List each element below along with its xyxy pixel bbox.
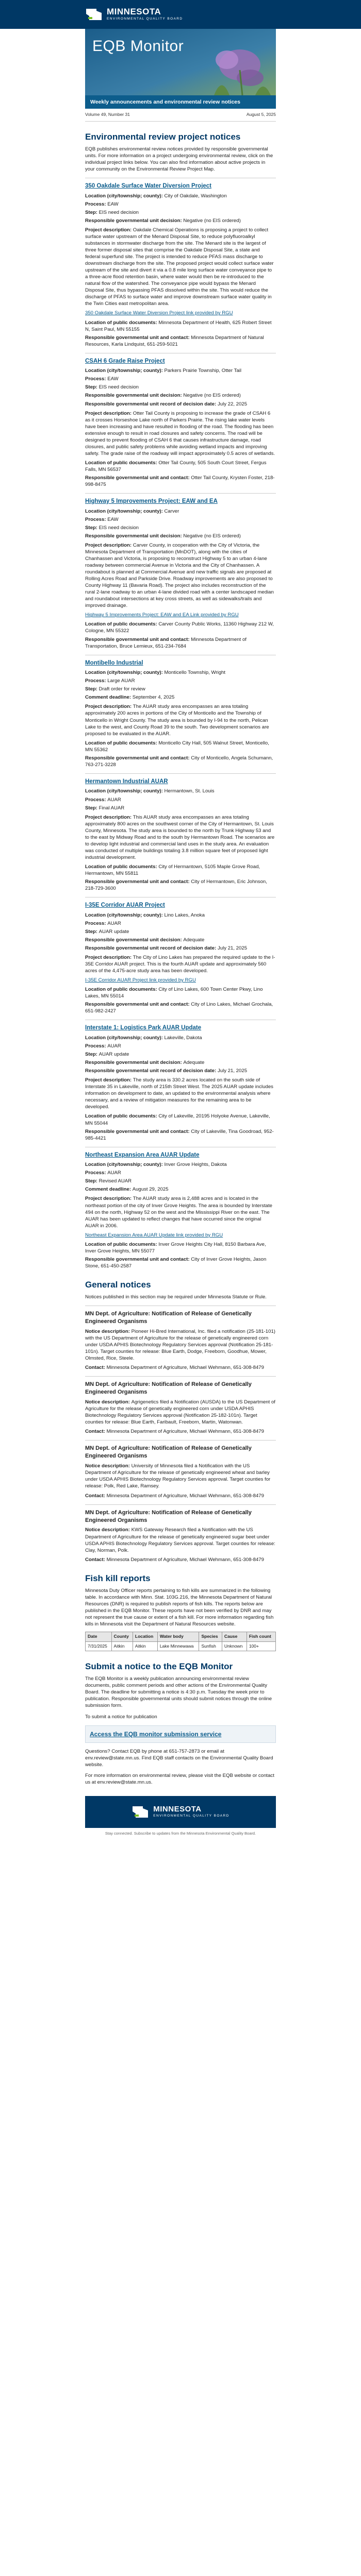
project-rgu-decision-value: Negative (no EIS ordered) — [183, 217, 241, 224]
project-contact-label: Responsible governmental unit and contact: — [85, 1002, 191, 1008]
hero-banner — [85, 29, 276, 95]
project-title-link[interactable]: Northeast Expansion Area AUAR Update — [85, 1151, 200, 1158]
project-process-value: AUAR — [107, 920, 121, 926]
submit-heading: Submit a notice to the EQB Monitor — [85, 1662, 233, 1672]
project-location-value: Inver Grove Heights, Dakota — [164, 1162, 227, 1168]
mn-logo[interactable] — [85, 7, 183, 22]
project-public-docs-value: City of Lakeville, 20195 Holyoke Avenue, Lakeville, MN 55044 — [85, 1113, 270, 1126]
project-contact — [85, 636, 276, 650]
general-notice-description-label: Notice description: — [85, 1399, 132, 1405]
project-process-label: Process: — [85, 1170, 108, 1176]
project-public-docs — [85, 319, 276, 333]
project-public-docs-label: Location of public documents: — [85, 1113, 159, 1120]
general-notice-description-label: Notice description: — [85, 1527, 132, 1533]
project-step — [85, 524, 276, 531]
project-process-value: AUAR — [107, 1043, 121, 1049]
fish-column-header: Species — [199, 1632, 222, 1642]
fish-column-header: Location — [133, 1632, 157, 1642]
project-public-docs-value: Minnesota Department of Health, 625 Robert Street N, Saint Paul, MN 55155 — [85, 319, 272, 332]
project-contact-label: Responsible governmental unit and contact: — [85, 1256, 191, 1262]
project-description-value: Carver County, in cooperation with the City of Victoria, the Minnesota Department of Transportation (MnDOT), along with the cities of Chanhassen and Victoria, is proposing to reconstruct Highway 5 to an urban 4-lane roadway between commercial Avenue in Victoria and the City of Chanhassen. A roundabout is planned at Commercial Avenue and new traffic signals are proposed at Rolling Acres Road and Parkside Drive. Roadway improvements are also proposed to County Highway 11 (Bavaria Road). The project also includes reconstruction of the rural 2-lane roadway to an urban 4-lane divided road with a center landscaped median and roundabout intersections at key cross streets, as well as sidewalks/trails and improved drainage. — [85, 542, 274, 609]
project-public-docs — [85, 986, 276, 999]
project-step-label: Step: — [85, 1052, 99, 1058]
project-deadline-label: Responsible governmental unit record of decision date: — [85, 945, 218, 951]
project-description-value: Otter Tail County is proposing to increase the grade of CSAH 6 as it crosses Horseshoe Lake north of Parkers Prairie. The rising lake water levels have been increasing and have resulted in flooding of the road. The flooding has been extensive enough to result in road closures and safety concerns. The road will be designed to prevent flooding of CSAH 6 that causes infrastructure damage, road closures, and public safety problems while avoiding wetland impacts and improving safety. The grade raise of the roadway will impact approximately 0.5 acres of wetlands. — [85, 410, 275, 456]
project-step — [85, 1178, 276, 1184]
project-step-value: EIS need decision — [99, 524, 139, 531]
project-public-docs-label: Location of public documents: — [85, 863, 159, 870]
project-description — [85, 814, 276, 861]
project-process-value: EAW — [107, 201, 119, 207]
project-rgu-link[interactable]: Highway 5 Improvements Project: EAW and EA Link provided by RGU — [85, 612, 239, 618]
project-deadline-value: September 4, 2025 — [132, 694, 175, 701]
project-location-value: Parkers Prairie Township, Otter Tail — [164, 368, 241, 374]
project-location — [85, 788, 276, 794]
fish-column-header: Cause — [222, 1632, 247, 1642]
project-rgu-decision-label: Responsible governmental unit decision: — [85, 533, 184, 539]
general-notice-description-value: Agrigenetics filed a Notification (AUSDA) to the US Department of Agriculture for the release of genetically engineered corn under USDA APHIS Biotechnology Regulatory Services approval (Notification 25-182-101n). Target counties for release: Blue Earth, Faribault, Freeborn, Martin, Watonwan. — [85, 1399, 275, 1426]
issue-info — [85, 109, 276, 122]
project-location-label: Location (city/township; county): — [85, 1162, 165, 1168]
general-notice-contact — [85, 1493, 276, 1499]
fish-column-header: Water body — [157, 1632, 199, 1642]
project-description-value: This AUAR study area encompasses an area totaling approximately 800 acres on the southwest corner of the City of Hermantown, St. Louis County, Minnesota. The study area is bounded to the north by Trunk Highway 53 and to the east by Midway Road and to the south by Hermantown Road. The scenarios are to develop light industrial and commercial land uses in the study area. An evaluation was conducted of multiple buildings totaling 3.8 million square feet of proposed light industrial development. — [85, 814, 275, 860]
fish-table-body — [86, 1641, 276, 1651]
general-notices-heading: General notices — [85, 1279, 151, 1290]
minnesota-state-icon — [85, 8, 103, 21]
project-contact — [85, 1256, 276, 1269]
project-public-docs-label: Location of public documents: — [85, 740, 159, 746]
volume-number: Volume 49, Number 31 — [85, 112, 130, 117]
project-location-label: Location (city/township; county): — [85, 1035, 165, 1041]
project-process-value: EAW — [107, 516, 119, 522]
project-description — [85, 542, 276, 609]
project-public-docs-value: Inver Grove Heights City Hall, 8150 Barbara Ave, Inver Grove Heights, MN 55077 — [85, 1241, 266, 1254]
project-rgu-decision — [85, 392, 276, 399]
project-description-label: Project description: — [85, 410, 133, 416]
general-notice-contact-label: Contact: — [85, 1493, 107, 1499]
project-contact-value: City of Monticello, Angela Schumann, 763-271-3228 — [85, 755, 273, 768]
project-public-docs-value: Otter Tail County, 505 South Court Street, Fergus Falls, MN 56537 — [85, 460, 267, 472]
general-notice-contact — [85, 1364, 276, 1371]
project-rgu-decision-label: Responsible governmental unit decision: — [85, 1060, 184, 1066]
project-step-label: Step: — [85, 928, 99, 935]
project-step-label: Step: — [85, 209, 99, 215]
general-notice-list — [85, 1306, 276, 1563]
general-notice-contact-value: Minnesota Department of Agriculture, Michael Wehmann, 651-308-8479 — [106, 1493, 264, 1499]
general-notice-title: MN Dept. of Agriculture: Notification of Release of Genetically Engineered Organisms — [85, 1381, 252, 1396]
project-contact-label: Responsible governmental unit and contact: — [85, 879, 191, 885]
project-deadline-value: July 21, 2025 — [217, 945, 248, 951]
project-description-value: The study area is 330.2 acres located on the south side of Interstate 35 in Lakeville, north of 215th Street West. The 2025 AUAR update includes information on development to date, an updated to the environmental analysis where necessary, and a review of mitigation measures for the remaining area to be developed. — [85, 1077, 273, 1110]
project-deadline-value: July 22, 2025 — [217, 401, 248, 407]
project-step-value: Revised AUAR — [99, 1178, 132, 1184]
project-location-value: Hermantown, St. Louis — [164, 788, 215, 794]
project-description — [85, 1195, 276, 1229]
project-title-link[interactable]: Interstate 1: Logistics Park AUAR Update — [85, 1025, 202, 1031]
project-rgu-decision-label: Responsible governmental unit decision: — [85, 393, 184, 399]
project-list — [85, 178, 276, 1269]
project-deadline-value: August 29, 2025 — [132, 1187, 169, 1193]
project-contact-value: Minnesota Department of Transportation, Bruce Lemieux, 651-234-7684 — [85, 636, 247, 649]
table-cell: Aitkin — [133, 1641, 157, 1651]
project-rgu-decision — [85, 533, 276, 539]
project-step — [85, 1051, 276, 1058]
project-description — [85, 1077, 276, 1110]
project-notice — [85, 773, 276, 892]
project-public-docs — [85, 460, 276, 473]
project-process-value: AUAR — [107, 1170, 121, 1176]
project-location-value: City of Oakdale, Washington — [164, 193, 227, 199]
project-location-value: Lakeville, Dakota — [164, 1035, 202, 1041]
project-rgu-decision — [85, 937, 276, 943]
general-notice-description — [85, 1328, 276, 1362]
project-process-value: AUAR — [107, 796, 121, 803]
project-location-label: Location (city/township; county): — [85, 368, 165, 374]
project-deadline-label: Responsible governmental unit record of decision date: — [85, 401, 218, 407]
project-public-docs-value: Carver County Public Works, 11360 Highway 212 W, Cologne, MN 55322 — [85, 621, 274, 634]
env-review-intro: EQB publishes environmental review notices provided by responsible governmental units. For more information on a project undergoing environmental review, click on the individual project links below. You can also find information about active projects in your community on the Environmental Review Project Map. — [85, 146, 273, 173]
footer-banner — [85, 1796, 276, 1828]
project-deadline-label: Comment deadline: — [85, 694, 133, 701]
project-rgu-decision-value: Negative (no EIS ordered) — [183, 533, 241, 539]
project-process — [85, 1170, 276, 1176]
project-rgu-link[interactable]: Northeast Expansion Area AUAR Update link provided by RGU — [85, 1232, 223, 1238]
project-step-label: Step: — [85, 524, 99, 531]
project-process-label: Process: — [85, 516, 108, 522]
project-public-docs — [85, 1241, 276, 1255]
project-contact-value: Minnesota Department of Natural Resources, Karla Lindquist, 651-259-5021 — [85, 334, 264, 347]
general-notices-intro: Notices published in this section may be required under Minnesota Statute or Rule. — [85, 1294, 267, 1300]
project-description-value: The AUAR study area is 2,488 acres and is located in the northeast portion of the city of Inver Grove Heights. The area is bounded by Interstate 494 on the north, Highway 52 on the west and the Mississippi River on the east. The AUAR has been updated to reflect changes that have occurred since the original AUAR in 2006. — [85, 1196, 272, 1229]
project-contact — [85, 878, 276, 892]
general-notice-description — [85, 1399, 276, 1426]
project-location-label: Location (city/township; county): — [85, 670, 165, 676]
general-notice-contact — [85, 1428, 276, 1435]
project-description — [85, 954, 276, 974]
project-contact-label: Responsible governmental unit and contact: — [85, 636, 191, 642]
general-notice — [85, 1376, 276, 1435]
project-link-row — [85, 310, 276, 316]
fish-column-header: County — [111, 1632, 133, 1642]
project-process — [85, 920, 276, 927]
general-notice-description — [85, 1463, 276, 1489]
general-notice-description — [85, 1527, 276, 1553]
table-cell: Unknown — [222, 1641, 247, 1651]
project-public-docs-label: Location of public documents: — [85, 621, 159, 628]
env-review-heading: Environmental review project notices — [85, 131, 241, 142]
project-location — [85, 912, 276, 919]
submit-text: The EQB Monitor is a weekly publication announcing environmental review documents, public comment periods and other actions of the Environmental Quality Board. The deadline for submitting a notice is 4:30 p.m. Tuesday the week prior to publication. Responsible governmental units should submit notices through the online submission form. — [85, 1676, 272, 1709]
project-step-value: EIS need decision — [99, 209, 139, 215]
project-public-docs — [85, 863, 276, 877]
project-contact — [85, 474, 276, 488]
general-notice-contact-value: Minnesota Department of Agriculture, Michael Wehmann, 651-308-8479 — [106, 1429, 264, 1435]
project-rgu-decision-value: Adequate — [183, 1060, 205, 1066]
project-rgu-decision-value: Adequate — [183, 937, 205, 943]
project-contact-value: City of Lino Lakes, Michael Grochala, 651-982-2427 — [85, 1002, 273, 1014]
general-notice-contact-value: Minnesota Department of Agriculture, Michael Wehmann, 651-308-8479 — [106, 1365, 264, 1371]
footer-logo[interactable] — [132, 1805, 229, 1819]
project-step — [85, 209, 276, 216]
main-content — [85, 122, 276, 1786]
project-public-docs-label: Location of public documents: — [85, 319, 159, 326]
table-cell: 7/31/2025 — [86, 1641, 112, 1651]
project-rgu-decision-label: Responsible governmental unit decision: — [85, 937, 184, 943]
general-notice-contact-label: Contact: — [85, 1429, 107, 1435]
project-contact — [85, 755, 276, 768]
project-title-link[interactable]: I-35E Corridor AUAR Project — [85, 902, 165, 909]
project-deadline-value: July 21, 2025 — [217, 1068, 248, 1074]
submission-cta-box — [85, 1725, 276, 1743]
footer-org-name: MINNESOTA — [153, 1805, 202, 1814]
project-public-docs-label: Location of public documents: — [85, 460, 159, 466]
general-notice-title: MN Dept. of Agriculture: Notification of Release of Genetically Engineered Organisms — [85, 1311, 252, 1325]
project-step-label: Step: — [85, 805, 99, 811]
project-step-label: Step: — [85, 686, 99, 692]
project-deadline — [85, 694, 276, 701]
general-notice-contact-label: Contact: — [85, 1365, 107, 1371]
project-location-value: Carver — [164, 508, 179, 514]
project-step — [85, 805, 276, 811]
issue-date: August 5, 2025 — [246, 112, 276, 117]
project-description-value: Oakdale Chemical Operations is proposing a project to collect surface water upstream of the Menard Disposal Site, to reduce polyfluoroalkyl substances in stormwater discharge from the site. The Menard site is the largest of three former disposal sites that comprise the Oakdale Disposal Site, a state and federal superfund site. The project is intended to reduce PFAS mass discharge to downstream discharge from the site. The proposed project would collect surface water upstream of the site and divert it via a 0.8 mile long surface water conveyance pipe to a three-acre flood retention basin, where water would then be re-introduced to the natural flow of the watershed. The conveyance pipe would bypass the Menard Disposal Site, thus bypassing PFAS dissolved within the site. This would reduce the discharge of PFAS to surface water and improve downstream surface water quality in the Twin Cities east metropolitan area. — [85, 227, 274, 307]
project-rgu-decision — [85, 1059, 276, 1066]
project-rgu-decision — [85, 217, 276, 224]
project-contact-label: Responsible governmental unit and contact: — [85, 1128, 191, 1134]
submission-service-link[interactable]: Access the EQB monitor submission service — [90, 1730, 222, 1738]
project-contact-value: City of Lakeville, Tina Goodroad, 952-985-4421 — [85, 1128, 274, 1141]
project-link-row — [85, 612, 276, 618]
top-banner — [0, 0, 361, 29]
project-location-label: Location (city/township; county): — [85, 508, 165, 514]
tagline: Weekly announcements and environmental review notices — [85, 95, 276, 109]
project-link-row — [85, 977, 276, 984]
project-description-label: Project description: — [85, 542, 133, 548]
general-notice-contact-label: Contact: — [85, 1556, 107, 1563]
project-notice — [85, 353, 276, 488]
project-step — [85, 928, 276, 935]
general-notice — [85, 1440, 276, 1499]
project-location — [85, 193, 276, 199]
project-process — [85, 796, 276, 803]
project-contact-value: Otter Tail County, Krysten Foster, 218-998-8475 — [85, 475, 275, 488]
project-public-docs — [85, 1113, 276, 1126]
project-step-label: Step: — [85, 384, 99, 391]
project-public-docs-value: City of Hermantown, 5105 Maple Grove Road, Hermantown, MN 55811 — [85, 863, 260, 876]
project-notice — [85, 493, 276, 650]
project-notice — [85, 897, 276, 1014]
general-notice-title: MN Dept. of Agriculture: Notification of Release of Genetically Engineered Organisms — [85, 1445, 252, 1460]
project-description-value: The AUAR study area encompasses an area totaling approximately 200 acres in portions of the City of Monticello and the Township of Monticello in Wright County. The study area is bounded by I-94 to the north, Pelican Lake to the west, and County Road 39 to the south. Two development scenarios are proposed to be evaluated in the AUAR. — [85, 704, 269, 737]
project-deadline — [85, 401, 276, 408]
project-location-value: Monticello Township, Wright — [164, 670, 226, 676]
project-rgu-decision-label: Responsible governmental unit decision: — [85, 217, 184, 224]
project-contact-value: City of Hermantown, Eric Johnson, 218-729-3600 — [85, 879, 267, 892]
project-location — [85, 1035, 276, 1041]
fish-table-header-row — [86, 1632, 276, 1642]
project-step-value: EIS need decision — [99, 384, 139, 391]
fish-kill-intro: Minnesota Duty Officer reports pertaining to fish kills are summarized in the following table. In accordance with Minn. Stat. 103G.216, the Minnesota Department of Natural Resources (DNR) is required to publish reports of fish kills. The reports below are published in the EQB Monitor. These reports have not been verified by DNR and may not represent the true cause or extent of a fish kill. For more information regarding fish kills in Minnesota visit the Department of Natural Resources website. — [85, 1587, 274, 1628]
project-description-label: Project description: — [85, 1077, 133, 1083]
general-notice-contact — [85, 1556, 276, 1563]
table-cell: Aitkin — [111, 1641, 133, 1651]
project-link-row — [85, 1232, 276, 1239]
fish-kill-heading: Fish kill reports — [85, 1573, 151, 1583]
submit-link-label: To submit a notice for publication — [85, 1714, 157, 1720]
project-contact-label: Responsible governmental unit and contact: — [85, 334, 191, 341]
project-public-docs — [85, 740, 276, 753]
project-rgu-link[interactable]: I-35E Corridor AUAR Project link provided by RGU — [85, 977, 196, 984]
project-process-label: Process: — [85, 201, 108, 207]
project-process-label: Process: — [85, 376, 108, 382]
project-process-value: Large AUAR — [107, 678, 135, 684]
project-process-label: Process: — [85, 920, 108, 926]
project-process — [85, 201, 276, 208]
project-contact — [85, 334, 276, 348]
project-description — [85, 227, 276, 308]
general-notice-description-label: Notice description: — [85, 1463, 132, 1469]
project-step-label: Step: — [85, 1178, 99, 1184]
project-step-value: AUAR update — [99, 928, 129, 935]
project-process — [85, 376, 276, 382]
project-description-label: Project description: — [85, 954, 133, 960]
project-deadline — [85, 945, 276, 952]
project-title-link[interactable]: Hermantown Industrial AUAR — [85, 778, 168, 785]
project-contact — [85, 1128, 276, 1142]
org-subtitle: ENVIRONMENTAL QUALITY BOARD — [107, 17, 183, 21]
general-notice — [85, 1306, 276, 1371]
table-cell: Lake Minnewawa — [157, 1641, 199, 1651]
project-deadline — [85, 1067, 276, 1074]
project-step — [85, 384, 276, 391]
general-notice-description-value: KWS Gateway Research filed a Notification with the US Department of Agriculture for the release of genetically engineered sugar beet under USDA APHIS Biotechnology Regulatory Services approval. Target counties for release: Clay, Norman, Polk. — [85, 1527, 275, 1553]
project-title-link[interactable]: CSAH 6 Grade Raise Project — [85, 358, 165, 364]
project-contact-label: Responsible governmental unit and contact: — [85, 475, 191, 481]
fish-column-header: Fish count — [247, 1632, 275, 1642]
project-location — [85, 508, 276, 515]
project-public-docs-value: City of Lino Lakes, 600 Town Center Pkwy, Lino Lakes, MN 55014 — [85, 987, 263, 999]
table-cell: 100+ — [247, 1641, 275, 1651]
minnesota-state-icon — [132, 1805, 149, 1819]
project-rgu-link[interactable]: 350 Oakdale Surface Water Diversion Project link provided by RGU — [85, 310, 233, 316]
fish-column-header: Date — [86, 1632, 112, 1642]
more-info-text: For more information on environmental review, please visit the EQB website or contact us at env.review@state.mn.us. — [85, 1773, 274, 1786]
project-deadline-label: Comment deadline: — [85, 1187, 133, 1193]
fish-kill-table — [85, 1632, 276, 1651]
project-title-link[interactable]: 350 Oakdale Surface Water Diversion Project — [85, 183, 212, 190]
project-deadline — [85, 1186, 276, 1193]
project-location — [85, 1161, 276, 1168]
project-process-value: EAW — [107, 376, 119, 382]
general-notice-description-label: Notice description: — [85, 1328, 132, 1334]
project-process — [85, 1043, 276, 1049]
project-step-value: Draft order for review — [99, 686, 145, 692]
project-deadline-label: Responsible governmental unit record of decision date: — [85, 1068, 218, 1074]
project-description-label: Project description: — [85, 227, 133, 233]
project-description-label: Project description: — [85, 814, 133, 820]
project-process-label: Process: — [85, 678, 108, 684]
project-contact-value: City of Inver Grove Heights, Jason Stone, 651-450-2587 — [85, 1256, 267, 1269]
project-location-label: Location (city/township; county): — [85, 912, 165, 918]
newsletter-title: EQB Monitor — [92, 38, 184, 55]
project-public-docs — [85, 621, 276, 634]
project-public-docs-label: Location of public documents: — [85, 1241, 159, 1247]
project-description — [85, 410, 276, 457]
project-description-label: Project description: — [85, 704, 133, 710]
project-location — [85, 367, 276, 374]
project-contact-label: Responsible governmental unit and contact: — [85, 755, 191, 761]
footer-org-subtitle: ENVIRONMENTAL QUALITY BOARD — [153, 1814, 229, 1818]
project-notice — [85, 178, 276, 348]
project-location — [85, 669, 276, 676]
project-public-docs-value: Monticello City Hall, 505 Walnut Street, Monticello, MN 55362 — [85, 740, 269, 753]
project-contact — [85, 1001, 276, 1014]
org-name: MINNESOTA — [107, 7, 161, 17]
project-description-value: The City of Lino Lakes has prepared the required update to the I-35E Corridor AUAR project. This is the fourth AUAR update and approximately 560 acres of the 4,475-acre study area has been developed. — [85, 954, 275, 974]
project-location-value: Lino Lakes, Anoka — [164, 912, 205, 918]
general-notice-description-value: Pioneer Hi-Bred International, Inc. filed a notification (25-181-101) with the US Department of Agriculture for the release of genetically engineered corn under USDA APHIS Biotechnology Regulatory Services approval (Notification 25-181-101n). Target counties for release: Blue Earth, Dodge, Freeborn, Goodhue, Mower, Olmsted, Rice, Steele. — [85, 1328, 276, 1362]
footer-note: Stay connected. Subscribe to updates from the Minnesota Environmental Quality Board. — [105, 1831, 256, 1836]
project-notice — [85, 655, 276, 768]
project-location-label: Location (city/township; county): — [85, 788, 165, 794]
project-notice — [85, 1147, 276, 1269]
project-process — [85, 516, 276, 523]
general-notice-contact-value: Minnesota Department of Agriculture, Michael Wehmann, 651-308-8479 — [106, 1556, 264, 1563]
general-notice-title: MN Dept. of Agriculture: Notification of Release of Genetically Engineered Organisms — [85, 1509, 252, 1523]
general-notice — [85, 1504, 276, 1563]
project-description-label: Project description: — [85, 1196, 133, 1202]
project-step-value: Final AUAR — [99, 805, 125, 811]
project-title-link[interactable]: Montibello Industrial — [85, 659, 143, 666]
project-location-label: Location (city/township; county): — [85, 193, 165, 199]
project-process — [85, 677, 276, 684]
project-description — [85, 703, 276, 737]
project-rgu-decision-value: Negative (no EIS ordered) — [183, 393, 241, 399]
project-title-link[interactable]: Highway 5 Improvements Project: EAW and EA — [85, 498, 218, 505]
project-public-docs-label: Location of public documents: — [85, 987, 159, 993]
table-cell: Sunfish — [199, 1641, 222, 1651]
project-step-value: AUAR update — [99, 1052, 129, 1058]
questions-text: Questions? Contact EQB by phone at 651-757-2873 or email at env.review@state.mn.us. Find EQB staff contacts on the Environmental Quality Board website. — [85, 1748, 273, 1768]
table-row — [86, 1641, 276, 1651]
general-notice-description-value: University of Minnesota filed a Notification with the US Department of Agriculture for the release of genetically engineered wheat and barley under USDA APHIS Biotechnology Regulatory Services approval. Target counties for release: Polk, Red Lake, Ramsey. — [85, 1463, 271, 1489]
project-step — [85, 686, 276, 692]
project-notice — [85, 1020, 276, 1141]
project-process-label: Process: — [85, 796, 108, 803]
project-process-label: Process: — [85, 1043, 108, 1049]
